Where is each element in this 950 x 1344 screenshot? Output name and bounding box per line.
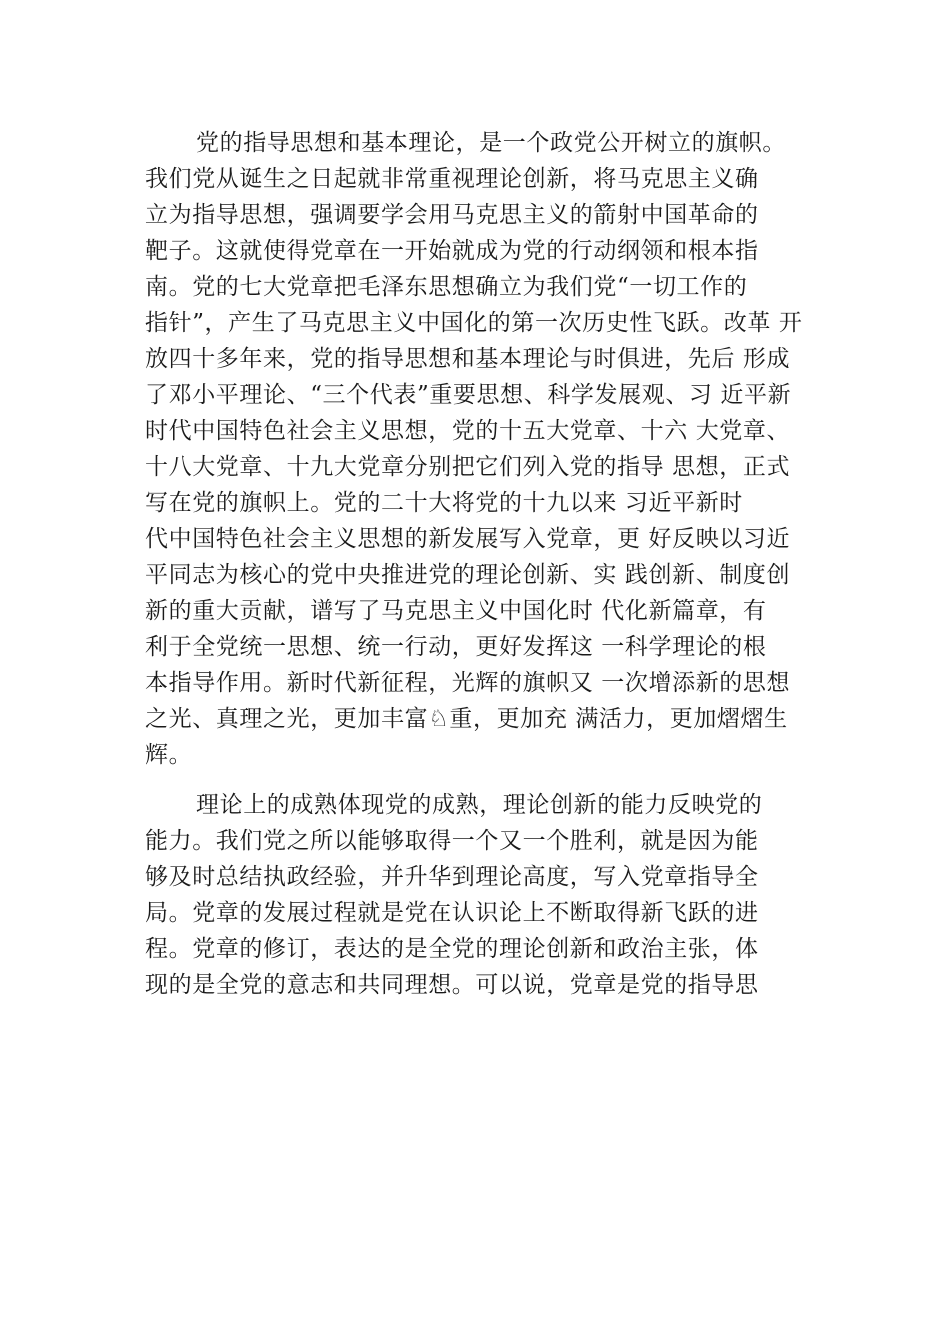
paragraph-1-line-6: 指针”，产生了马克思主义中国化的第一次历史性飞跃。改革 开 <box>145 310 803 336</box>
paragraph-2-line-5: 程。党章的修订，表达的是全党的理论创新和政治主张，体 <box>145 936 759 962</box>
paragraph-2-line-2: 能力。我们党之所以能够取得一个又一个胜利，就是因为能 <box>145 828 759 854</box>
paragraph-1-line-4: 靶子。这就使得党章在一开始就成为党的行动纲领和根本指 <box>145 238 759 264</box>
paragraph-1-line-8: 了邓小平理论、“三个代表”重要思想、科学发展观、习 近平新 <box>145 382 792 408</box>
paragraph-2-line-3: 够及时总结执政经验，并升华到理论高度，写入党章指导全 <box>145 864 759 890</box>
paragraph-1-line-11: 写在党的旗帜上。党的二十大将党的十九以来 习近平新时 <box>145 490 743 516</box>
paragraph-1-line-1: 党的指导思想和基本理论，是一个政党公开树立的旗帜。 <box>196 130 786 156</box>
paragraph-1-line-15: 利于全党统一思想、统一行动，更好发挥这 一科学理论的根 <box>145 634 767 660</box>
paragraph-2-line-6: 现的是全党的意志和共同理想。可以说，党章是党的指导思 <box>145 972 759 998</box>
paragraph-1-line-5: 南。党的七大党章把毛泽东思想确立为我们党“一切工作的 <box>145 274 748 300</box>
paragraph-1-line-9: 时代中国特色社会主义思想，党的十五大党章、十六 大党章、 <box>145 418 791 444</box>
paragraph-1-line-16: 本指导作用。新时代新征程，光辉的旗帜又 一次增添新的思想 <box>145 670 791 696</box>
paragraph-1-line-18: 辉。 <box>145 742 193 768</box>
paragraph-1-line-12: 代中国特色社会主义思想的新发展写入党章，更 好反映以习近 <box>145 526 791 552</box>
paragraph-1-line-14: 新的重大贡献，谱写了马克思主义中国化时 代化新篇章，有 <box>145 598 767 624</box>
paragraph-1-line-3: 立为指导思想，强调要学会用马克思主义的箭射中国革命的 <box>145 202 759 228</box>
paragraph-2-line-4: 局。党章的发展过程就是党在认识论上不断取得新飞跃的进 <box>145 900 759 926</box>
paragraph-1-line-13: 平同志为核心的党中央推进党的理论创新、实 践创新、制度创 <box>145 562 791 588</box>
paragraph-1-line-2: 我们党从诞生之日起就非常重视理论创新，将马克思主义确 <box>145 166 759 192</box>
paragraph-1-line-17: 之光、真理之光，更加丰富♘重，更加充 满活力，更加熠熠生 <box>145 706 788 732</box>
paragraph-2-line-1: 理论上的成熟体现党的成熟，理论创新的能力反映党的 <box>196 792 763 818</box>
paragraph-1-line-10: 十八大党章、十九大党章分别把它们列入党的指导 思想，正式 <box>145 454 791 480</box>
paragraph-1-line-7: 放四十多年来，党的指导思想和基本理论与时俱进，先后 形成 <box>145 346 791 372</box>
